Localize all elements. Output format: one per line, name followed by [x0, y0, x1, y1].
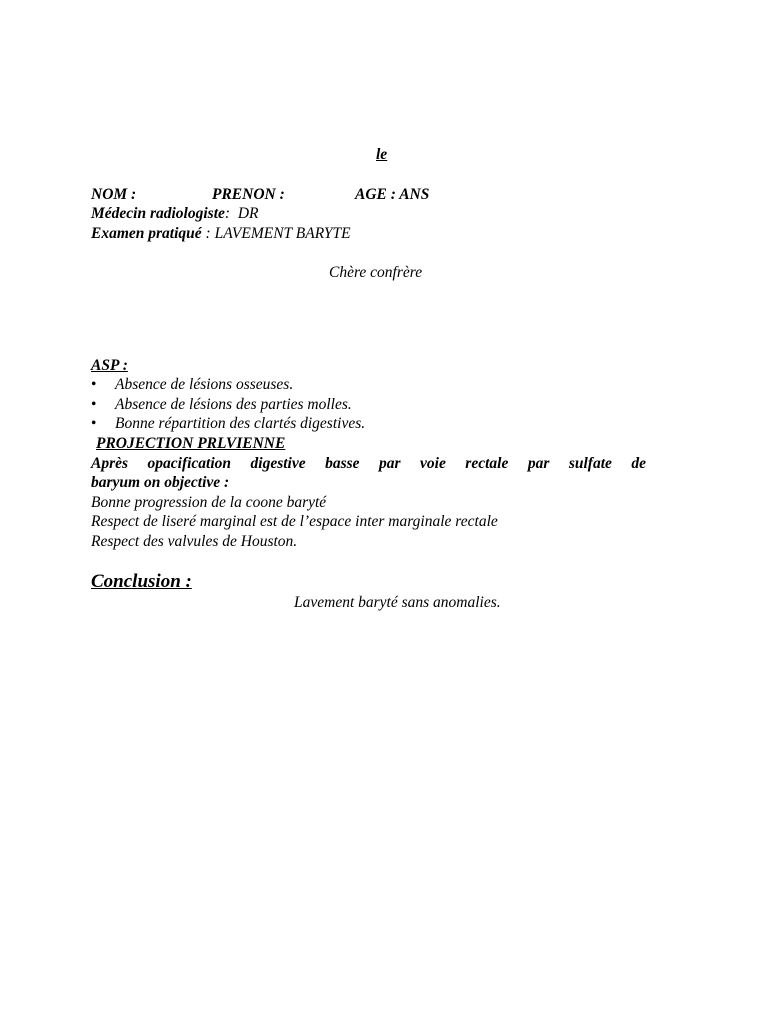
- medecin-value: DR: [237, 205, 259, 222]
- examen-label: Examen pratiqué: [91, 225, 202, 242]
- conclusion-heading: Conclusion :: [91, 571, 192, 592]
- asp-item-text: Bonne répartition des clartés digestives.: [115, 415, 366, 432]
- finding-2: Respect de liseré marginal est de l’espace inter marginale rectale: [91, 513, 498, 530]
- examen-value: : LAVEMENT BARYTE: [205, 225, 351, 242]
- projection-heading: PROJECTION PRLVIENNE: [96, 435, 286, 452]
- finding-1: Bonne progression de la coone baryté: [91, 494, 327, 511]
- projection-intro-line1: Après opacification digestive basse par voie rectale par sulfate de: [91, 455, 646, 472]
- age-label: AGE : ANS: [355, 186, 430, 203]
- projection-intro-line2: baryum on objective :: [91, 474, 230, 491]
- asp-item-2: [91, 395, 352, 414]
- date-label: le: [376, 146, 388, 163]
- asp-item-text: Absence de lésions des parties molles.: [115, 396, 352, 413]
- finding-3: Respect des valvules de Houston.: [91, 533, 298, 550]
- asp-item-1: [91, 375, 293, 394]
- greeting: Chère confrère: [329, 264, 423, 281]
- medecin-line: [91, 204, 259, 223]
- examen-line: [91, 224, 351, 243]
- medecin-label: Médecin radiologiste: [91, 205, 225, 222]
- asp-item-3: [91, 414, 365, 433]
- bullet-icon: •: [91, 376, 97, 393]
- nom-label: NOM :: [91, 186, 137, 203]
- bullet-icon: •: [91, 415, 97, 432]
- conclusion-text: Lavement baryté sans anomalies.: [294, 594, 501, 611]
- asp-item-text: Absence de lésions osseuses.: [115, 376, 294, 393]
- bullet-icon: •: [91, 396, 97, 413]
- medecin-separator: :: [224, 205, 231, 222]
- prenom-label: PRENON :: [212, 186, 285, 203]
- asp-heading: ASP :: [91, 357, 128, 374]
